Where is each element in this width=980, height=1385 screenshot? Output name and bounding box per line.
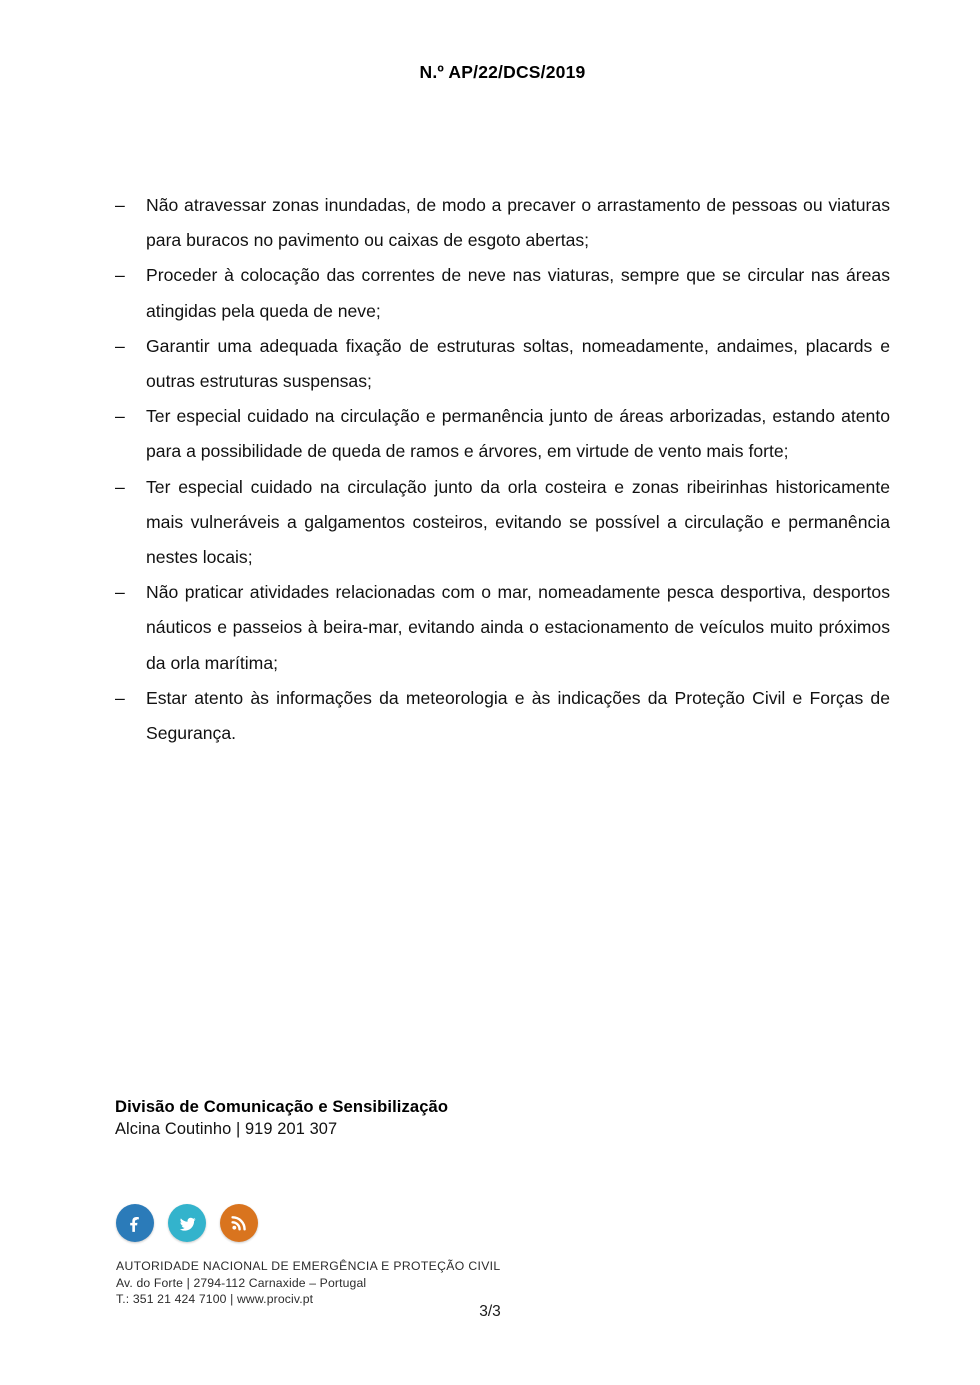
list-item [115, 575, 890, 681]
list-item [115, 329, 890, 399]
document-body [115, 188, 890, 751]
facebook-icon[interactable] [116, 1204, 154, 1242]
list-item [115, 399, 890, 469]
signature-contact: Alcina Coutinho | 919 201 307 [115, 1120, 338, 1138]
bullet-dash-icon: – [115, 335, 125, 356]
page-number: 3/3 [479, 1303, 501, 1320]
list-item-text: Ter especial cuidado na circulação e permanência junto de áreas arborizadas, estando atento para a possibilidade de queda de ramos e árvores, em virtude de vento mais forte; [146, 406, 890, 462]
rss-icon[interactable] [220, 1204, 258, 1242]
twitter-icon[interactable] [168, 1204, 206, 1242]
list-item [115, 188, 890, 258]
bullet-dash-icon: – [115, 582, 125, 603]
signature-block [115, 1096, 715, 1140]
list-item-text: Não praticar atividades relacionadas com o mar, nomeadamente pesca desportiva, desportos náuticos e passeios à beira-mar, evitando ainda o estacionamento de veículos muito próximos da orla marítima; [146, 582, 890, 673]
footer-contact: T.: 351 21 424 7100 | www.prociv.pt [116, 1292, 314, 1306]
bullet-dash-icon: – [115, 195, 125, 215]
document-header-reference: N.º AP/22/DCS/2019 [419, 62, 586, 82]
footer-address-block [116, 1258, 636, 1308]
footer-organization: AUTORIDADE NACIONAL DE EMERGÊNCIA E PROTEÇÃO CIVIL [116, 1259, 501, 1273]
list-item [115, 470, 890, 576]
advice-list [115, 188, 890, 751]
list-item-text: Não atravessar zonas inundadas, de modo a precaver o arrastamento de pessoas ou viaturas para buracos no pavimento ou caixas de esgoto abertas; [146, 195, 890, 251]
list-item-text: Ter especial cuidado na circulação junto da orla costeira e zonas ribeirinhas historicamente mais vulneráveis a galgamentos costeiros, evitando se possível a circulação e permanência nestes locais; [146, 476, 890, 568]
footer-address: Av. do Forte | 2794-112 Carnaxide – Portugal [116, 1275, 367, 1290]
bullet-dash-icon: – [115, 476, 125, 497]
signature-department: Divisão de Comunicação e Sensibilização [115, 1097, 449, 1116]
bullet-dash-icon: – [115, 265, 125, 286]
bullet-dash-icon: – [115, 406, 125, 427]
social-links [116, 1204, 258, 1242]
bullet-dash-icon: – [115, 687, 125, 708]
list-item-text: Garantir uma adequada fixação de estruturas soltas, nomeadamente, andaimes, placards e outras estruturas suspensas; [146, 335, 890, 392]
list-item [115, 681, 890, 751]
list-item [115, 258, 890, 328]
list-item-text: Estar atento às informações da meteorologia e às indicações da Proteção Civil e Forças de Segurança. [146, 687, 890, 744]
list-item-text: Proceder à colocação das correntes de neve nas viaturas, sempre que se circular nas áreas atingidas pela queda de neve; [146, 265, 890, 321]
